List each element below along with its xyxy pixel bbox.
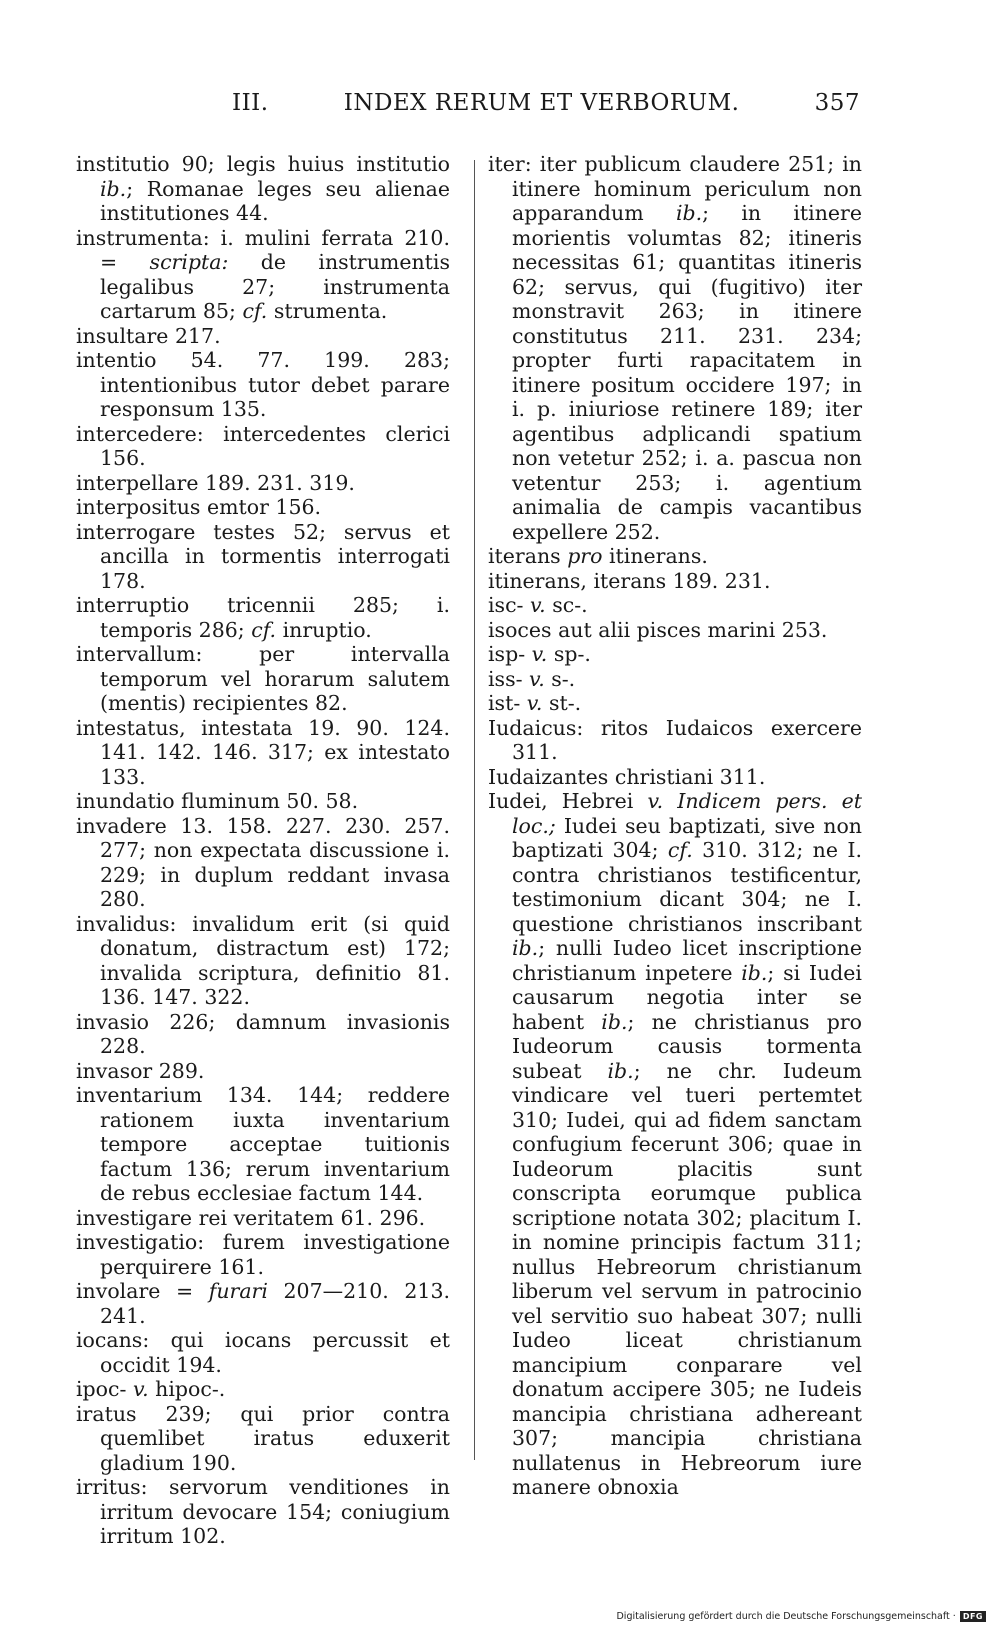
index-entry: itinerans, iterans 189. 231. xyxy=(488,568,771,593)
index-entry: intentio 54. 77. 199. 283; intentionibus tutor debet parare responsum 135. xyxy=(76,348,450,421)
index-entry: Iudaizantes christiani 311. xyxy=(488,764,766,789)
left-column xyxy=(76,152,450,1549)
index-entry: iter: iter publicum claudere 251; in itinere hominum periculum non apparandum ib.; in itinere morientis volumtas 82; itineris necessitas 61; quantitas itineris 62; servus, qui (fugitivo) iter monstravit 263; in itinere constitutus 211. 231. 234; propter furti rapacitatem in itinere positum occidere 197; in i. p. iniuriose retinere 189; iter agentibus adplicandi spatium non vetetur 252; i. a. pascua non vetentur 253; i. agentium animalia de campis vacantibus expellere 252. xyxy=(488,152,862,544)
footer-text: Digitalisierung gefördert durch die Deutsche Forschungsgemeinschaft · xyxy=(616,1611,956,1622)
index-entry: ist- v. st-. xyxy=(488,691,582,715)
running-header xyxy=(232,90,860,116)
index-entry: ipoc- v. hipoc-. xyxy=(76,1377,226,1401)
index-entry: interruptio tricennii 285; i. temporis 286; cf. inruptio. xyxy=(76,593,450,642)
index-entry: interrogare testes 52; servus et ancilla in tormentis interrogati 178. xyxy=(76,519,450,593)
index-entry: investigare rei veritatem 61. 296. xyxy=(76,1205,426,1230)
index-entry: invasor 289. xyxy=(76,1058,205,1083)
dfg-logo-icon: DFG xyxy=(960,1611,986,1622)
right-column xyxy=(488,152,862,1549)
index-entry: inventarium 134. 144; reddere rationem iuxta inventarium tempore acceptae tuitionis factum 136; rerum inventarium de rebus ecclesiae factum 144. xyxy=(76,1083,450,1205)
index-columns xyxy=(76,152,862,1549)
index-entry: iss- v. s-. xyxy=(488,666,576,691)
index-entry: intercedere: intercedentes clerici 156. xyxy=(76,421,450,470)
index-entry: intestatus, intestata 19. 90. 124. 141. 142. 146. 317; ex intestato 133. xyxy=(76,715,450,789)
index-entry: investigatio: furem investigatione perquirere 161. xyxy=(76,1230,450,1279)
index-entry: instrumenta: i. mulini ferrata 210. = scripta: de instrumentis legalibus 27; instrumenta cartarum 85; cf. strumenta. xyxy=(76,225,450,323)
digitization-footer xyxy=(616,1611,986,1622)
index-entry: isp- v. sp-. xyxy=(488,642,591,666)
section-numeral: III. xyxy=(232,90,269,116)
index-entry: iterans pro itinerans. xyxy=(488,544,708,568)
index-entry: interpositus emtor 156. xyxy=(76,495,322,519)
index-entry: Iudaicus: ritos Iudaicos exercere 311. xyxy=(488,715,862,764)
index-entry: iratus 239; qui prior contra quemlibet iratus eduxerit gladium 190. xyxy=(76,1401,450,1475)
index-entry: irritus: servorum venditiones in irritum devocare 154; coniugium irritum 102. xyxy=(76,1475,450,1548)
index-entry: intervallum: per intervalla temporum vel horarum salutem (mentis) recipientes 82. xyxy=(76,642,450,715)
index-entry: interpellare 189. 231. 319. xyxy=(76,470,355,495)
index-entry: invadere 13. 158. 227. 230. 257. 277; non expectata discussione i. 229; in duplum reddant invasa 280. xyxy=(76,813,450,911)
index-entry: inundatio fluminum 50. 58. xyxy=(76,789,359,813)
index-entry: institutio 90; legis huius institutio ib.; Romanae leges seu alienae institutiones 44. xyxy=(76,152,450,225)
index-entry: iocans: qui iocans percussit et occidit 194. xyxy=(76,1328,450,1377)
index-entry: involare = furari 207—210. 213. 241. xyxy=(76,1279,451,1328)
page-number: 357 xyxy=(814,90,860,116)
index-entry: invalidus: invalidum erit (si quid donatum, distractum est) 172; invalida scriptura, definitio 81. 136. 147. 322. xyxy=(76,911,450,1009)
header-title: INDEX RERUM ET VERBORUM. xyxy=(343,90,740,116)
index-entry: invasio 226; damnum invasionis 228. xyxy=(76,1009,450,1058)
index-entry: isoces aut alii pisces marini 253. xyxy=(488,617,828,642)
index-entry: insultare 217. xyxy=(76,323,221,348)
index-entry: isc- v. sc-. xyxy=(488,593,588,617)
index-entry: Iudei, Hebrei v. Indicem pers. et loc.; Iudei seu baptizati, sive non baptizati 304; cf. 310. 312; ne I. contra christianos testificentur, testimonium dicant 304; ne I. questione christianos inscribant ib.; nulli Iudeo licet inscriptione christianum inpetere ib.; si Iudei causarum negotia inter se habent ib.; ne christianus pro Iudeorum causis tormenta subeat ib.; ne chr. Iudeum vindicare vel tueri pertemtet 310; Iudei, qui ad fidem sanctam confugium fecerunt 306; quae in Iudeorum placitis sunt conscripta eorumque publica scriptione notata 302; placitum I. in nomine principis factum 311; nullus Hebreorum christianum liberum vel servum in patrocinio vel servitio suo habeat 307; nulli Iudeo liceat christianum mancipium conparare vel donatum accipere 305; ne Iudeis mancipia christiana adhereant 307; mancipia christiana nullatenus in Hebreorum iure manere obnoxia xyxy=(488,789,863,1499)
